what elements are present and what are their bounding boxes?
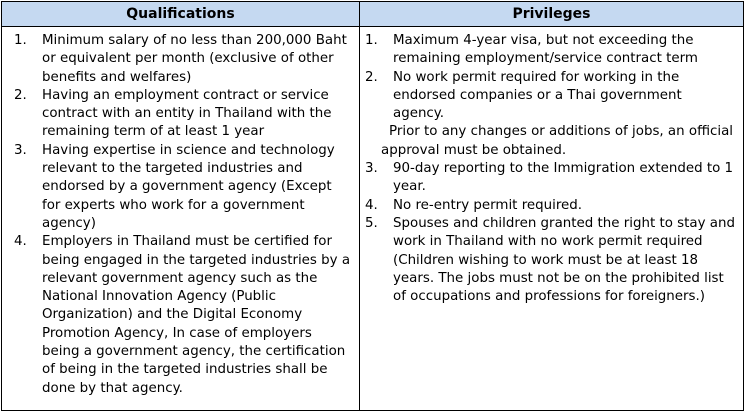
privilege-text: No work permit required for working in the endorsed companies or a Thai government agency. [393,69,682,122]
privileges-header: Privileges [360,2,743,27]
qualification-item-2 [2,87,359,142]
qualification-number: 1. [14,33,27,48]
privilege-text: Spouses and children granted the right to stay and work in Thailand with no work permit required (Children wishing to work must be at least 18 years. The jobs must not be on the prohibited list of occupations and professions for foreigners.) [393,215,735,305]
qualification-item-1 [2,32,359,87]
privilege-item-1 [360,32,743,69]
privilege-number: 4. [365,197,378,213]
qualifications-column [2,27,360,410]
privilege-text: 90-day reporting to the Immigration extended to 1 year. [393,161,734,195]
qualification-number: 4. [14,234,27,250]
privilege-item-5 [360,215,743,306]
qualification-text: Having an employment contract or service contract with an entity in Thailand with the remaining term of at least 1 year [42,87,332,140]
privilege-number: 5. [365,215,378,231]
privilege-item-3 [360,160,743,197]
privilege-number: 3. [365,161,378,177]
privilege-item-2 [360,69,743,160]
privilege-number: 1. [365,33,378,48]
qualification-item-4 [2,233,359,398]
privilege-text: Maximum 4-year visa, but not exceeding the remaining employment/service contract term [393,33,698,67]
qualifications-list [2,32,359,398]
privilege-text: No re-entry permit required. [393,197,583,213]
qualifications-privileges-table [1,1,744,411]
privilege-item-4 [360,197,743,215]
privileges-list [360,32,743,306]
qualification-text: Employers in Thailand must be certified for being engaged in the targeted industries by a relevant government agency such as the National Innovation Agency (Public Organization) and the Digital Economy Promotion Agency, In case of employers being a government agency, the certification of being in the targeted industries shall be done by that agency. [42,234,351,396]
privileges-column [360,27,743,410]
qualification-number: 3. [14,142,27,158]
privilege-number: 2. [365,69,378,85]
qualification-number: 2. [14,87,27,103]
qualification-item-3 [2,142,359,233]
qualification-text: Having expertise in science and technology relevant to the targeted industries and endorsed by a government agency (Except for experts who work for a government agency) [42,142,335,231]
privilege-note: Prior to any changes or additions of jobs, an official approval must be obtained. [381,124,734,158]
qualification-text: Minimum salary of no less than 200,000 Baht or equivalent per month (exclusive of other benefits and welfares) [42,33,347,85]
qualifications-header: Qualifications [2,2,360,27]
